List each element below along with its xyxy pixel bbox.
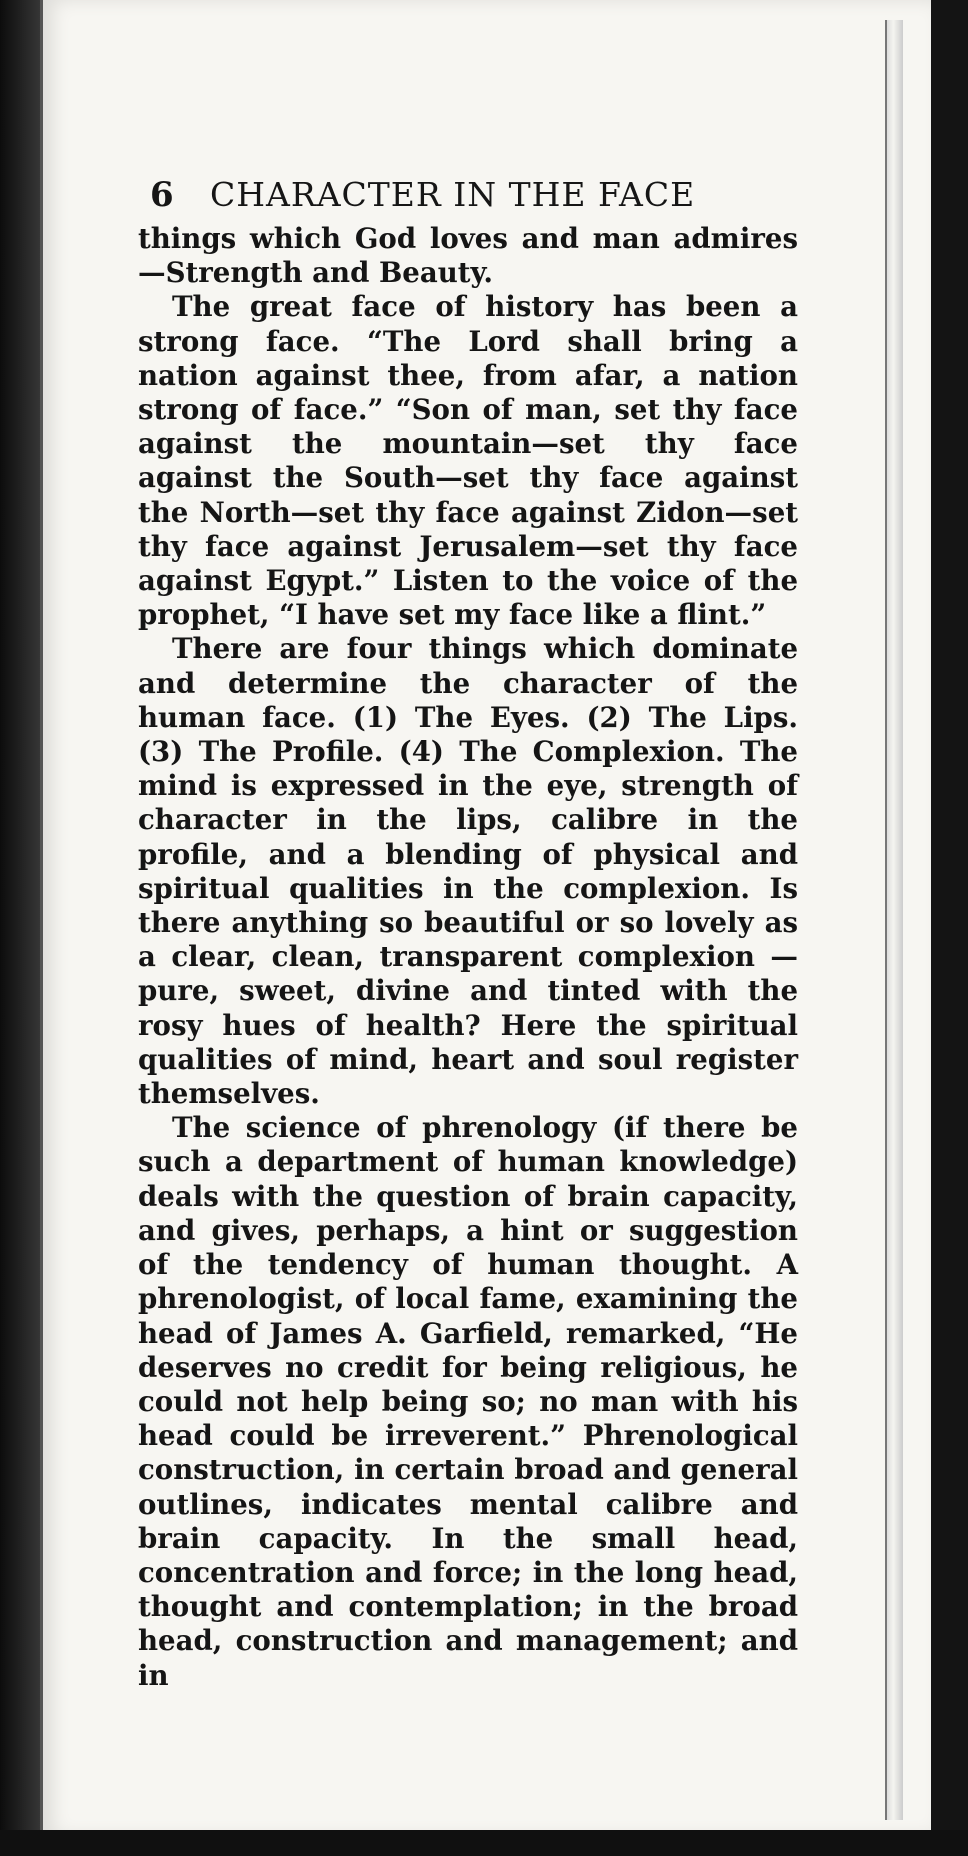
scan-bottom-shadow bbox=[0, 1830, 968, 1856]
paragraph-strong-face: The great face of history has been a strong face. “The Lord shall bring a nation against thee, from afar, a nation strong of face.” “Son of man, set thy face against the mountain—set thy face against the South—set thy face against the North—set thy face against Zidon—set thy face against Jerusalem—set thy face against Egypt.” Listen to the voice of the prophet, “I have set my face like a flint.” bbox=[138, 290, 798, 632]
paragraph-phrenology: The science of phrenology (if there be such a department of human knowledge) deals with the question of brain capacity, and gives, perhaps, a hint or suggestion of the tendency of human thought. A phrenologist, of local fame, examining the head of James A. Garfield, remarked, “He deserves no credit for being religious, he could not help being so; no man with his head could be irreverent.” Phrenological construction, in certain broad and general outlines, indicates mental calibre and brain capacity. In the small head, concentration and force; in the long head, thought and contemplation; in the broad head, construction and management; and in bbox=[138, 1111, 798, 1692]
page-header bbox=[150, 175, 790, 215]
body-text bbox=[138, 222, 798, 1693]
paragraph-continuation: things which God loves and man admires —Strength and Beauty. bbox=[138, 222, 798, 290]
page-number: 6 bbox=[150, 175, 175, 215]
scan-binding-shadow bbox=[0, 0, 44, 1856]
paragraph-four-things: There are four things which dominate and determine the character of the human face. (1) The Eyes. (2) The Lips. (3) The Profile. (4) The Complexion. The mind is expressed in the eye, strength of character in the lips, calibre in the profile, and a blending of physical and spiritual qualities in the complexion. Is there anything so beautiful or so lovely as a clear, clean, transparent complexion — pure, sweet, divine and tinted with the rosy hues of health? Here the spiritual qualities of mind, heart and soul register themselves. bbox=[138, 632, 798, 1111]
page-edge bbox=[885, 20, 903, 1820]
running-head: CHARACTER IN THE FACE bbox=[210, 175, 696, 214]
